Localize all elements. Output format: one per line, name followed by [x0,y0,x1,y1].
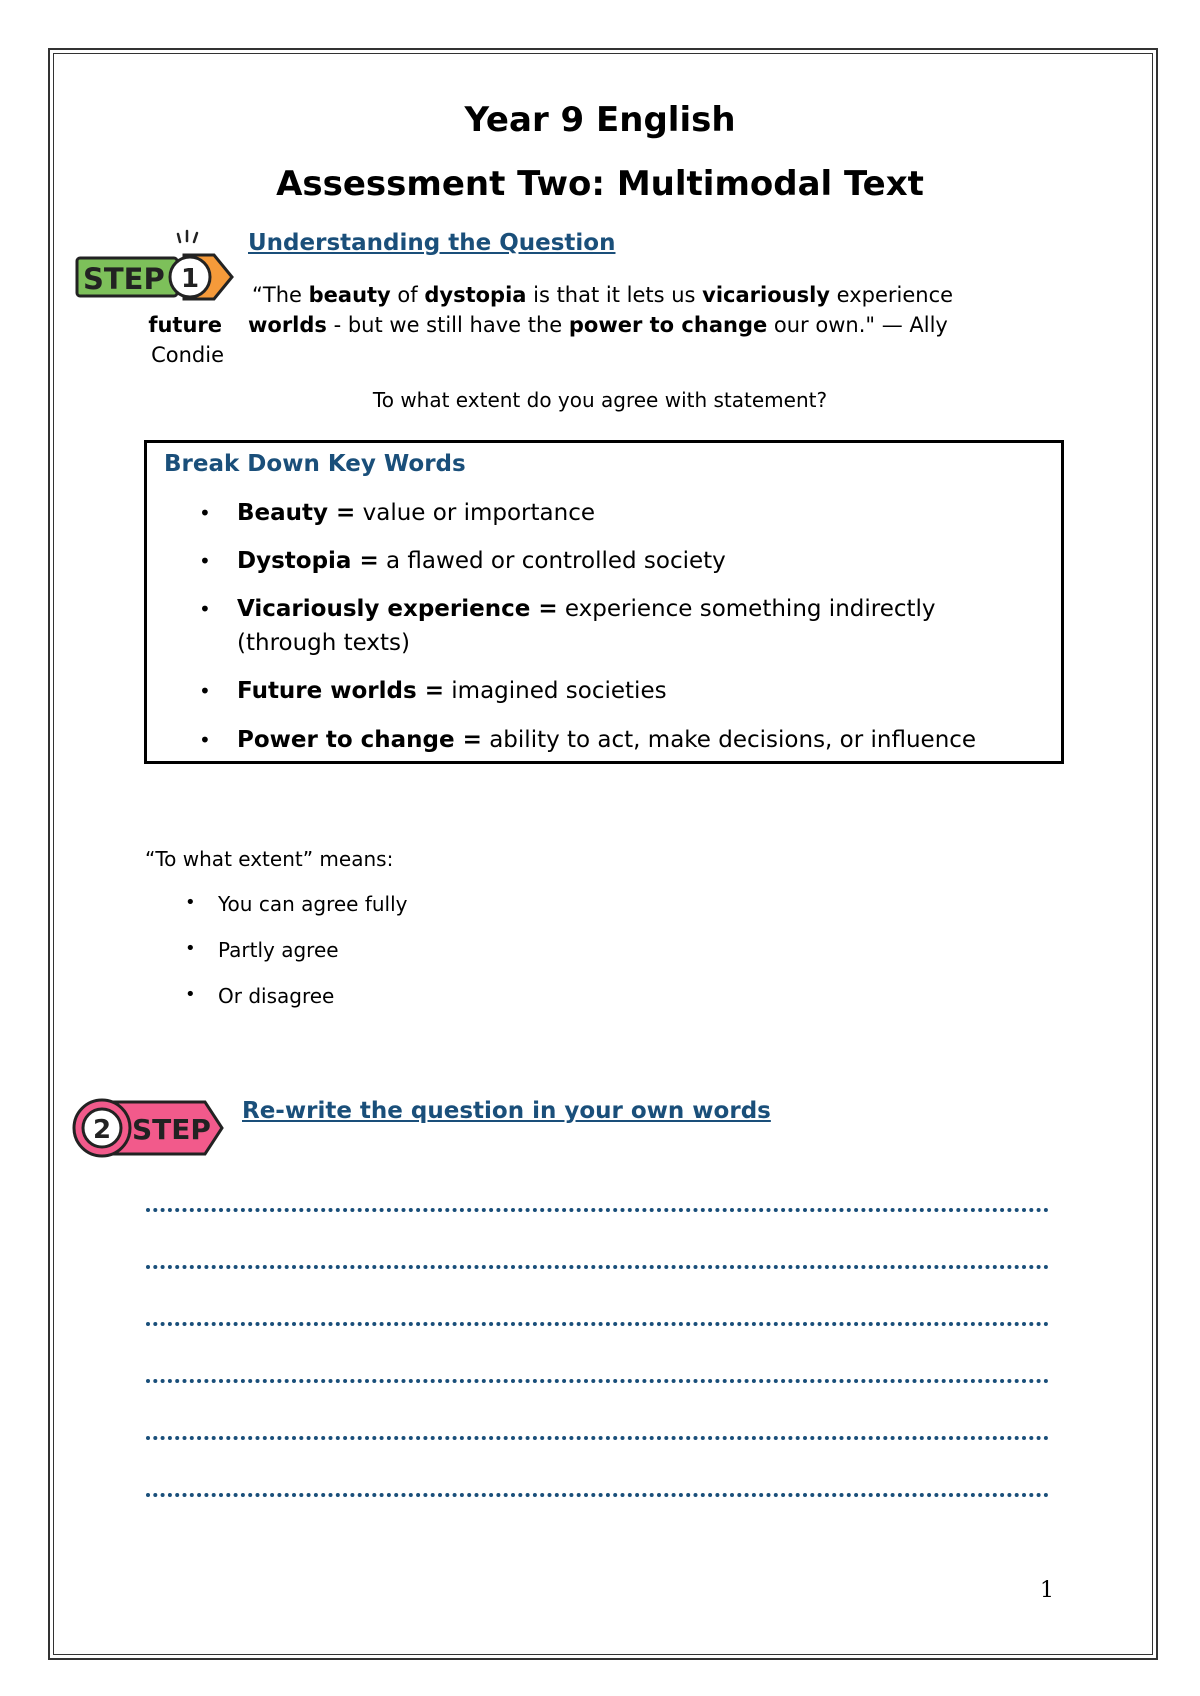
answer-line[interactable] [145,1259,1055,1273]
key-word-item: • Future worlds = imagined societies [199,678,667,704]
svg-text:STEP: STEP [83,262,165,296]
key-word-item: • Beauty = value or importance [199,500,595,526]
extent-option: • Or disagree [185,984,335,1008]
answer-line[interactable] [145,1487,1055,1501]
key-word-item: • Vicariously experience = experience something indirectly (through texts) [199,596,936,656]
answer-line[interactable] [145,1373,1055,1387]
key-words-title: Break Down Key Words [164,451,466,477]
document-subtitle: Assessment Two: Multimodal Text [276,164,924,204]
quote-line-2: worlds - but we still have the power to change our own." — Ally [248,313,948,337]
page-number: 1 [1040,1578,1054,1603]
assessment-question: To what extent do you agree with statement? [372,388,828,412]
quote-line-1: “The beauty of dystopia is that it lets us vicariously experience [252,283,954,307]
extent-option: • Partly agree [185,938,339,962]
step1-badge-icon [74,228,234,308]
answer-line[interactable] [145,1430,1055,1444]
svg-text:STEP: STEP [132,1113,211,1146]
step2-heading: Re-write the question in your own words [242,1098,771,1124]
key-word-item: • Power to change = ability to act, make decisions, or influence [199,727,977,753]
extent-intro: “To what extent” means: [145,847,394,871]
quote-author: Condie [151,343,224,367]
document-title: Year 9 English [464,100,736,140]
step1-heading: Understanding the Question [248,230,616,256]
svg-text:2: 2 [92,1115,112,1145]
step2-badge-icon [70,1092,230,1162]
extent-option: • You can agree fully [185,892,408,916]
quote-word-future: future [148,313,222,337]
key-words-box [144,440,1064,764]
svg-text:1: 1 [180,264,200,294]
answer-line[interactable] [145,1202,1055,1216]
answer-line[interactable] [145,1316,1055,1330]
key-word-item: • Dystopia = a flawed or controlled society [199,548,726,574]
